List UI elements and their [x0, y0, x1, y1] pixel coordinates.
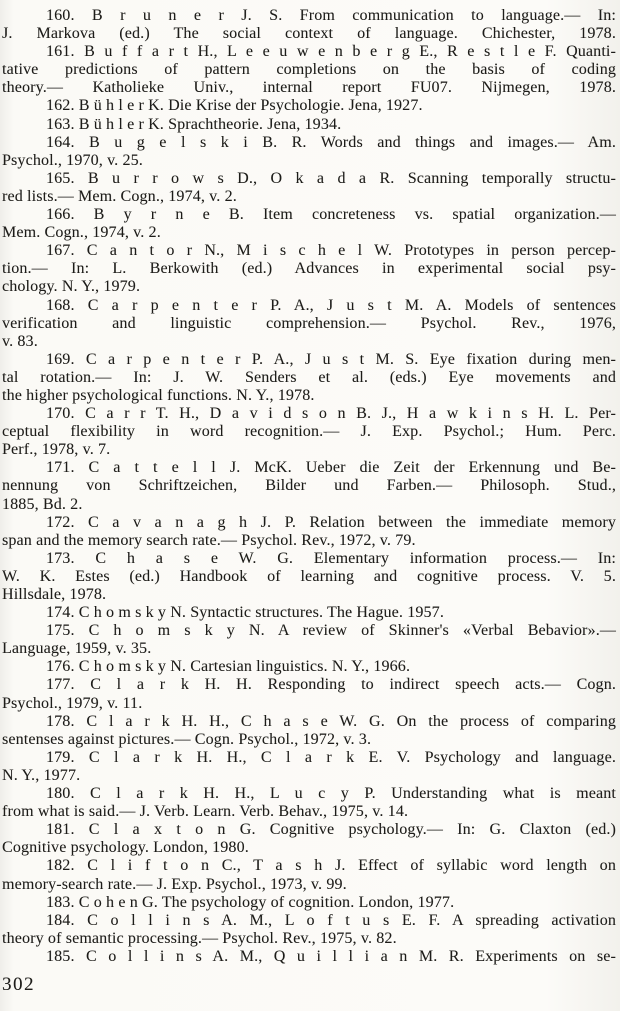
- reference-entry: [2, 912, 616, 948]
- reference-line: 164. B u g e l s k i B. R. Words and things and images.— Am.: [46, 133, 616, 151]
- reference-line: 169. C a r p e n t e r P. A., J u s t M. S. Eye fixation during men-: [46, 350, 616, 368]
- reference-entry: [2, 550, 616, 604]
- reference-line: 185. C o l l i n s A. M., Q u i l l i a n M. R. Experiments on se-: [46, 947, 616, 965]
- reference-line: Cognitive psychology. London, 1980.: [2, 839, 249, 857]
- reference-line: memory-search rate.— J. Exp. Psychol., 1973, v. 99.: [2, 875, 347, 893]
- reference-entry: [2, 713, 616, 749]
- reference-line: Perf., 1978, v. 7.: [2, 441, 111, 459]
- reference-line: 171. C a t t e l l J. McK. Ueber die Zeit der Erkennung und Be-: [46, 459, 616, 477]
- reference-entry: [2, 297, 616, 351]
- reference-line: 167. C a n t o r N., M i s c h e l W. Prototypes in person percep-: [46, 242, 616, 260]
- reference-line: sentenses against pictures.— Cogn. Psychol., 1972, v. 3.: [2, 730, 372, 748]
- reference-line: 165. B u r r o w s D., O k a d a R. Scanning temporally structu-: [46, 169, 616, 187]
- reference-line: 1885, Bd. 2.: [2, 495, 83, 513]
- reference-entry: [2, 857, 616, 893]
- reference-line: theory of semantic processing.— Psychol. Rev., 1975, v. 82.: [2, 929, 397, 947]
- reference-line: Mem. Cogn., 1974, v. 2.: [2, 224, 161, 242]
- reference-entry: [2, 658, 616, 676]
- reference-line: tal rotation.— In: J. W. Senders et al. (eds.) Eye movements and: [2, 368, 616, 386]
- reference-line: 162. B ü h l e r K. Die Krise der Psychologie. Jena, 1927.: [46, 97, 423, 115]
- reference-line: 178. C l a r k H. H., C h a s e W. G. On the process of comparing: [46, 712, 616, 730]
- reference-entry: [2, 749, 616, 785]
- reference-entry: [2, 43, 616, 97]
- reference-line: Psychol., 1970, v. 25.: [2, 151, 143, 169]
- reference-line: Hillsdale, 1978.: [2, 586, 107, 603]
- reference-entry: [2, 206, 616, 242]
- reference-line: 163. B ü h l e r K. Sprachtheorie. Jena, 1934.: [46, 115, 342, 133]
- reference-entry: [2, 821, 616, 857]
- reference-line: red lists.— Mem. Cogn., 1974, v. 2.: [2, 187, 237, 205]
- reference-line: N. Y., 1977.: [2, 766, 81, 784]
- reference-line: 172. C a v a n a g h J. P. Relation between the immediate memory: [46, 513, 616, 531]
- reference-line: tative predictions of pattern completions on the basis of coding: [2, 61, 616, 79]
- reference-line: 182. C l i f t o n C., T a s h J. Effect of syllabic word length on: [46, 857, 616, 875]
- reference-line: 173. C h a s e W. G. Elementary information process.— In:: [46, 549, 616, 567]
- reference-line: the higher psychological functions. N. Y., 1978.: [2, 386, 315, 404]
- reference-line: 160. B r u n e r J. S. From communication to language.— In:: [46, 7, 616, 24]
- reference-line: verification and linguistic comprehension.— Psychol. Rev., 1976,: [2, 314, 616, 332]
- reference-line: nennung von Schriftzeichen, Bilder und Farben.— Philosoph. Stud.,: [2, 477, 616, 495]
- reference-line: W. K. Estes (ed.) Handbook of learning and cognitive process. V. 5.: [2, 567, 616, 585]
- reference-entry: [2, 116, 616, 134]
- reference-entry: [2, 134, 616, 170]
- reference-line: 161. B u f f a r t H., L e e u w e n b e r g E., R e s t l e F. Quanti-: [46, 43, 616, 61]
- reference-entry: [2, 351, 616, 405]
- reference-line: 166. B y r n e B. Item concreteness vs. spatial organization.—: [46, 206, 616, 224]
- reference-line: tion.— In: L. Berkowith (ed.) Advances in experimental social psy-: [2, 260, 616, 278]
- reference-line: 179. C l a r k H. H., C l a r k E. V. Psychology and language.: [46, 748, 616, 766]
- reference-line: 183. C o h e n G. The psychology of cognition. London, 1977.: [46, 893, 455, 911]
- reference-entry: [2, 948, 616, 966]
- reference-line: 176. C h o m s k y N. Cartesian linguistics. N. Y., 1966.: [46, 658, 411, 676]
- reference-line: J. Markova (ed.) The social context of language. Chichester, 1978.: [2, 25, 616, 43]
- reference-entry: [2, 242, 616, 296]
- reference-line: 180. C l a r k H. H., L u c y P. Understanding what is meant: [46, 785, 616, 803]
- reference-entry: [2, 97, 616, 115]
- reference-entry: [2, 622, 616, 658]
- reference-line: from what is said.— J. Verb. Learn. Verb. Behav., 1975, v. 14.: [2, 803, 409, 821]
- reference-entry: [2, 405, 616, 459]
- reference-entry: [2, 170, 616, 206]
- reference-line: chology. N. Y., 1979.: [2, 278, 141, 296]
- reference-entry: [2, 785, 616, 821]
- reference-line: ceptual flexibility in word recognition.— J. Exp. Psychol.; Hum. Perc.: [2, 423, 616, 441]
- reference-entry: [2, 514, 616, 550]
- reference-entry: [2, 7, 616, 43]
- reference-line: 170. C a r r T. H., D a v i d s o n B. J., H a w k i n s H. L. Per-: [46, 405, 616, 423]
- reference-line: 174. C h o m s k y N. Syntactic structures. The Hague. 1957.: [46, 604, 444, 622]
- reference-entry: [2, 459, 616, 513]
- reference-line: Psychol., 1979, v. 11.: [2, 694, 143, 712]
- reference-line: 175. C h o m s k y N. A review of Skinner's «Verbal Bebavior».—: [46, 622, 616, 640]
- reference-line: 168. C a r p e n t e r P. A., J u s t M. A. Models of sentences: [46, 296, 616, 314]
- reference-line: theory.— Katholieke Univ., internal report FU07. Nijmegen, 1978.: [2, 79, 616, 97]
- page-number: 302: [2, 973, 35, 995]
- reference-line: span and the memory search rate.— Psychol. Rev., 1972, v. 79.: [2, 531, 416, 549]
- reference-line: 181. C l a x t o n G. Cognitive psychology.— In: G. Claxton (ed.): [46, 821, 616, 839]
- reference-line: 184. C o l l i n s A. M., L o f t u s E. F. A spreading activation: [46, 911, 616, 929]
- reference-entry: [2, 676, 616, 712]
- reference-line: Language, 1959, v. 35.: [2, 640, 152, 658]
- reference-entry: [2, 604, 616, 622]
- reference-line: v. 83.: [2, 332, 38, 350]
- reference-entry: [2, 894, 616, 912]
- reference-line: 177. C l a r k H. H. Responding to indirect speech acts.— Cogn.: [46, 676, 616, 694]
